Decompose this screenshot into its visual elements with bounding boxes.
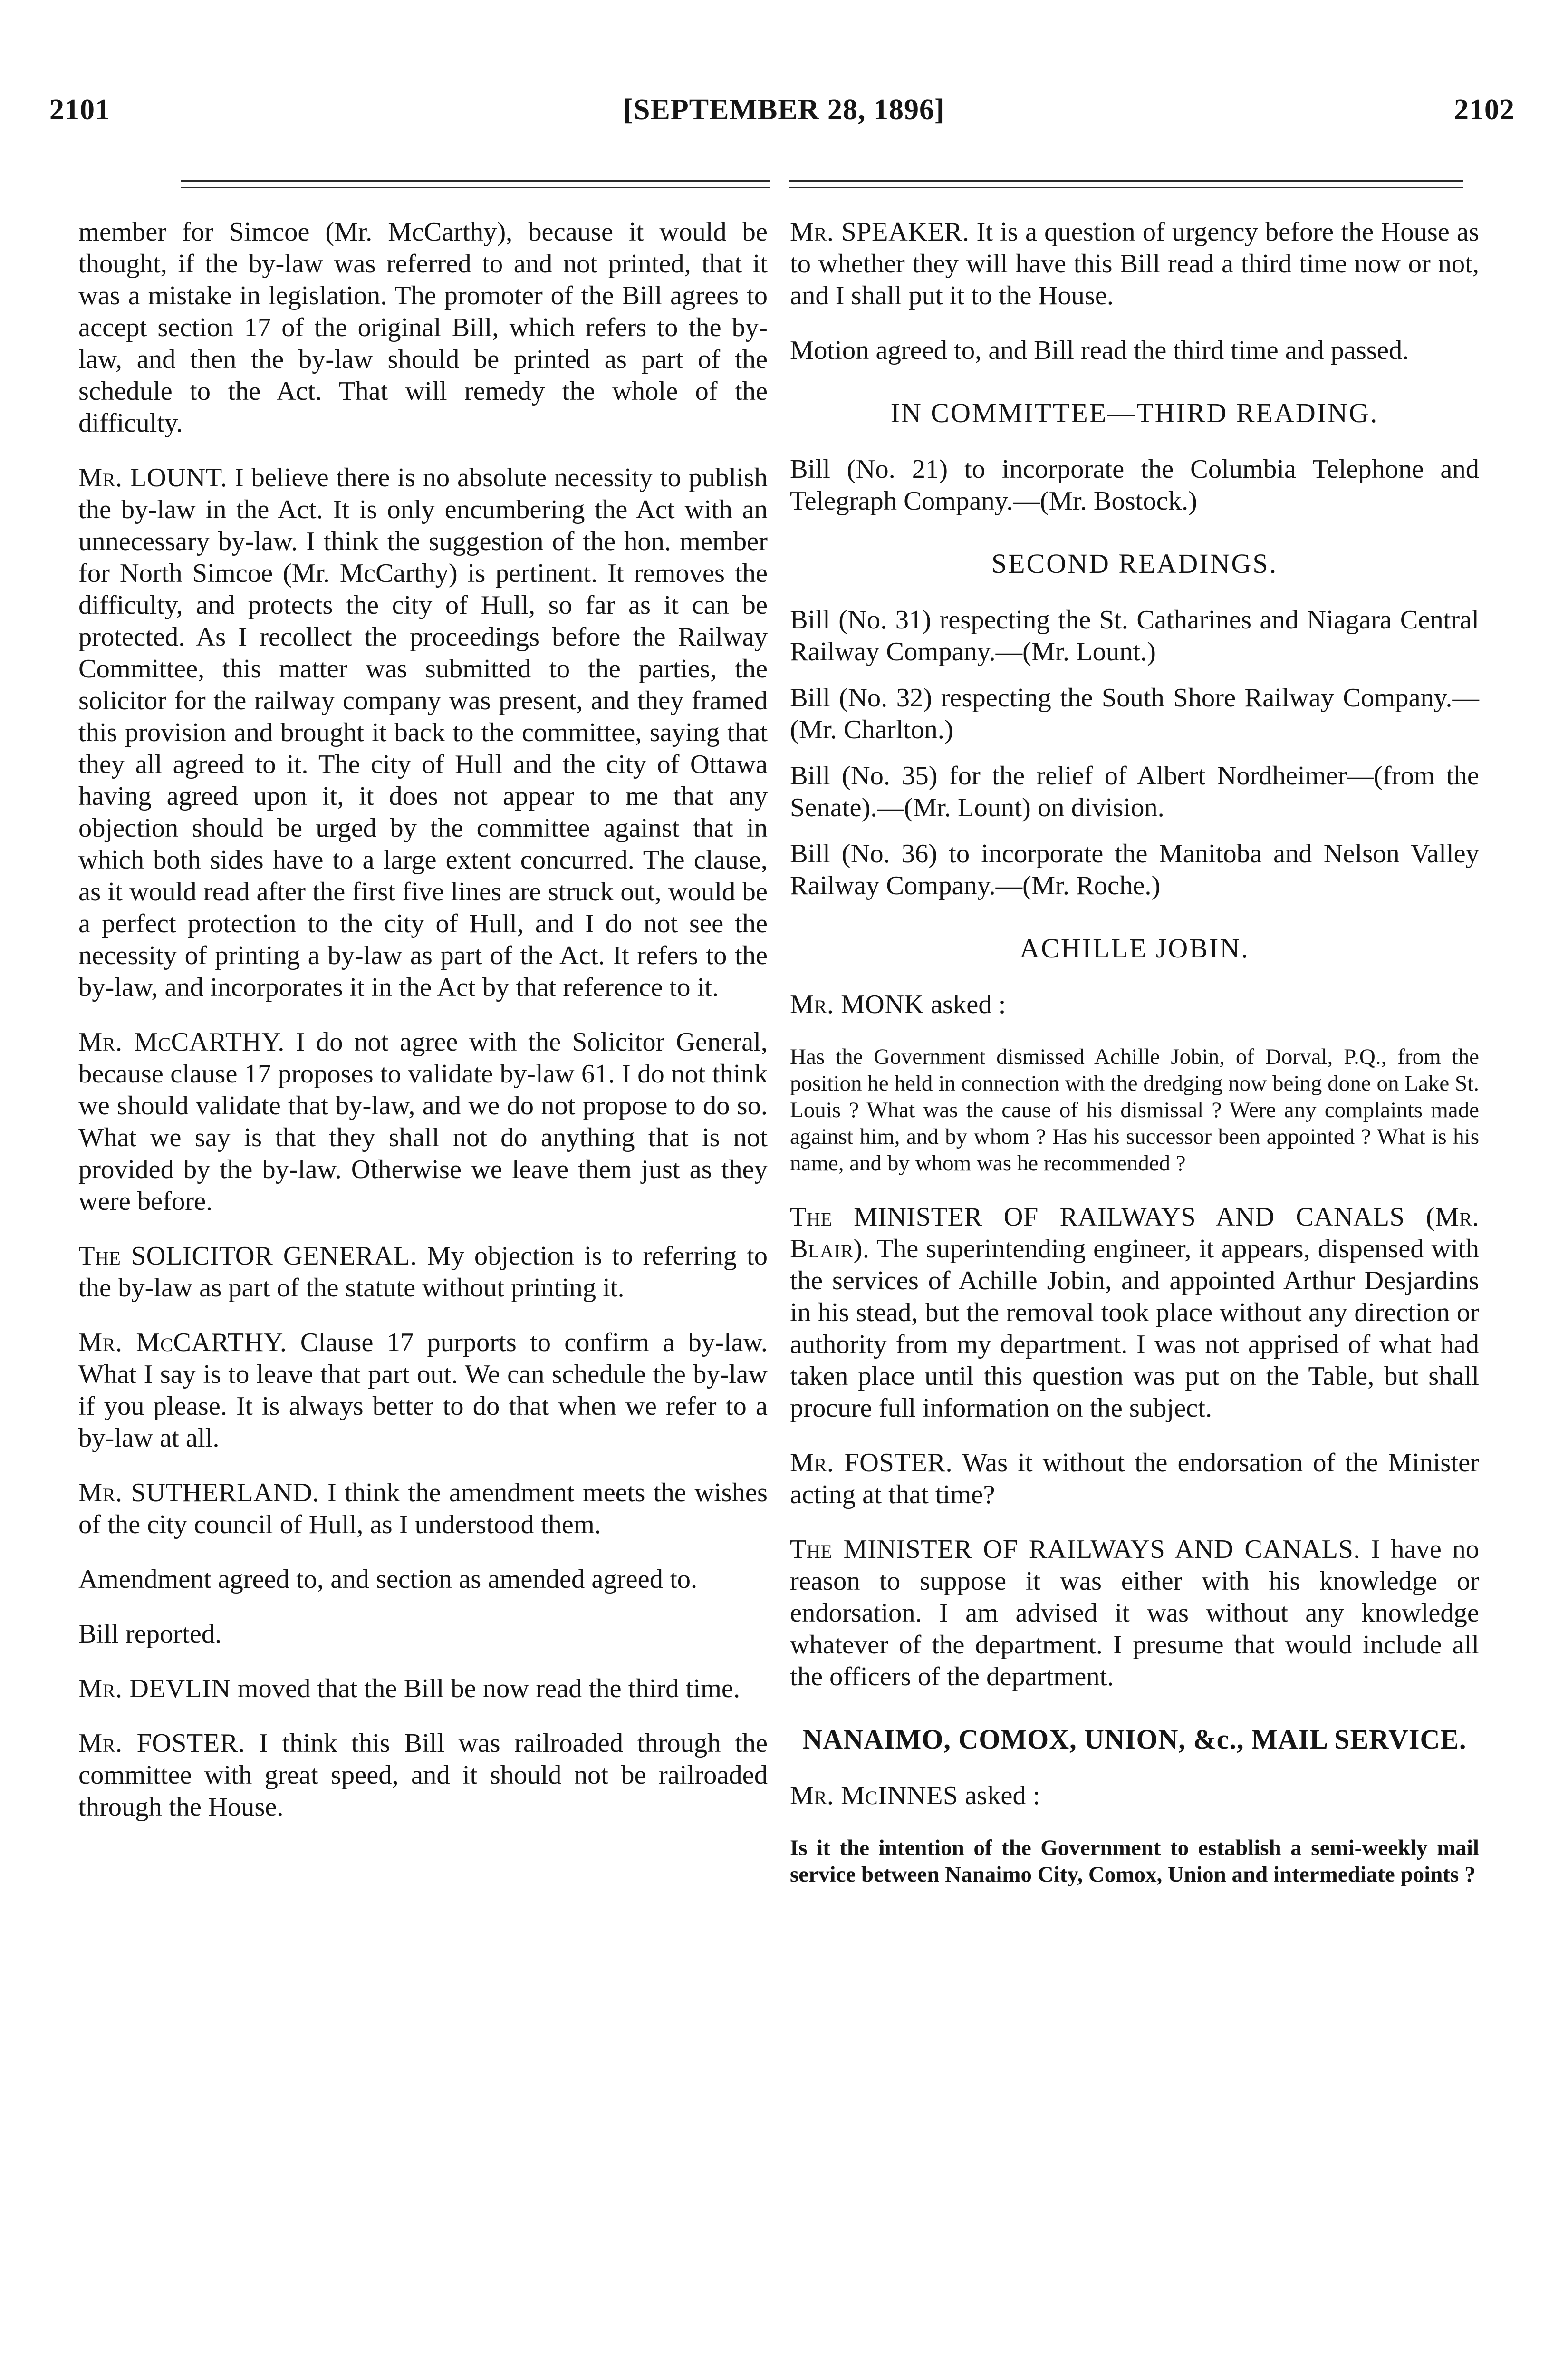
speaker-name: The MINISTER OF RAILWAYS AND CANALS (Mr. Blair).: [790, 1202, 1479, 1264]
paragraph: Mr. McCARTHY. I do not agree with the Solicitor General, because clause 17 proposes to validate by-law 61. I do not think we should validate that by-law, and we do not propose to do so. What we say is that they shall not do anything that is not provided by the by-law. Otherwise we leave them just as they were before.: [78, 1027, 768, 1216]
speaker-name: Mr. SUTHERLAND.: [78, 1478, 319, 1507]
question-text: Has the Government dismissed Achille Jobin, of Dorval, P.Q., from the position he held in connection with the dredging now being done on Lake St. Louis ? What was the cause of his dismissal ? Were any complaints made against him, and by whom ? Has his successor been appointed ? What is his name, and by whom was he recommended ?: [790, 1044, 1479, 1176]
speaker-name: Mr. FOSTER.: [790, 1448, 953, 1478]
paragraph: Bill (No. 36) to incorporate the Manitoba and Nelson Valley Railway Company.—(Mr. Roche.): [790, 839, 1479, 900]
paragraph: Mr. MONK asked :: [790, 990, 1006, 1019]
paragraph: The MINISTER OF RAILWAYS AND CANALS. I have no reason to suppose it was either with his knowledge or endorsation. I am advised it was without any knowledge whatever of the department. I presume that would include all the officers of the department.: [790, 1535, 1479, 1691]
paragraph: Mr. DEVLIN moved that the Bill be now read the third time.: [78, 1674, 741, 1703]
speaker-name: Mr. MONK: [790, 990, 924, 1019]
section-heading: ACHILLE JOBIN.: [1020, 933, 1250, 964]
section-heading: SECOND READINGS.: [991, 548, 1278, 579]
paragraph: Mr. LOUNT. I believe there is no absolute necessity to publish the by-law in the Act. It is only encumbering the Act with an unnecessary by-law. I think the suggestion of the hon. member for North Simcoe (Mr. McCarthy) is pertinent. It removes the difficulty, and protects the city of Hull, so far as it can be protected. As I recollect the proceedings before the Railway Committee, this matter was submitted to the parties, the solicitor for the railway company was present, and they framed this provision and brought it back to the committee, saying that they all agreed to it. The city of Hull and the city of Ottawa having agreed upon it, it does not appear to me that any objection should be urged by the committee against that in which both sides have to a large extent concurred. The clause, as it would read after the first five lines are struck out, would be a perfect protection to the city of Hull, and I do not see the necessity of printing a by-law as part of the Act. It refers to the by-law, and incorporates it in the Act by that reference to it.: [78, 463, 768, 1002]
paragraph: Amendment agreed to, and section as amended agreed to.: [78, 1565, 698, 1594]
paragraph: Mr. McINNES asked :: [790, 1781, 1040, 1810]
header-rule-left-thin: [181, 187, 770, 188]
header-rule-right: [789, 180, 1463, 182]
left-page-number: 2101: [49, 94, 110, 126]
paragraph: The MINISTER OF RAILWAYS AND CANALS (Mr. Blair). The superintending engineer, it appears, dispensed with the services of Achille Jobin, and appointed Arthur Desjardins in his stead, but the removal took place without any direction or authority from my department. I was not apprised of what had taken place until this question was put on the Table, but shall procure full information on the subject.: [790, 1202, 1479, 1423]
speaker-name: The SOLICITOR GENERAL.: [78, 1241, 417, 1271]
section-heading: NANAIMO, COMOX, UNION, &c., MAIL SERVICE.: [802, 1724, 1467, 1755]
paragraph: member for Simcoe (Mr. McCarthy), because it would be thought, if the by-law was referred to and not printed, that it was a mistake in legislation. The promoter of the Bill agrees to accept section 17 of the original Bill, which refers to the by-law, and then the by-law should be printed as part of the schedule to the Act. That will remedy the whole of the difficulty.: [78, 217, 768, 438]
speaker-name: Mr. SPEAKER.: [790, 217, 970, 247]
speaker-name: Mr. DEVLIN: [78, 1674, 231, 1703]
paragraph: Mr. FOSTER. I think this Bill was railroaded through the committee with great speed, and it should not be railroaded through the House.: [78, 1729, 768, 1822]
paragraph: Bill (No. 35) for the relief of Albert Nordheimer—(from the Senate).—(Mr. Lount) on division.: [790, 761, 1479, 822]
paragraph: Mr. SUTHERLAND. I think the amendment meets the wishes of the city council of Hull, as I understood them.: [78, 1478, 768, 1539]
section-heading: IN COMMITTEE—THIRD READING.: [890, 397, 1379, 428]
paragraph: Motion agreed to, and Bill read the third time and passed.: [790, 336, 1409, 365]
speaker-name: The MINISTER OF RAILWAYS AND CANALS.: [790, 1535, 1361, 1564]
paragraph: Bill (No. 21) to incorporate the Columbia Telephone and Telegraph Company.—(Mr. Bostock.): [790, 454, 1479, 516]
paragraph: Bill (No. 32) respecting the South Shore Railway Company.—(Mr. Charlton.): [790, 683, 1479, 744]
speaker-name: Mr. FOSTER.: [78, 1729, 245, 1758]
paragraph: Mr. SPEAKER. It is a question of urgency before the House as to whether they will have this Bill read a third time now or not, and I shall put it to the House.: [790, 217, 1479, 310]
header-rule-left: [181, 180, 770, 182]
right-page-number: 2102: [1454, 94, 1515, 126]
paragraph: Bill reported.: [78, 1619, 222, 1649]
paragraph: Mr. McCARTHY. Clause 17 purports to confirm a by-law. What I say is to leave that part out. We can schedule the by-law if you please. It is always better to do that when we refer to a by-law at all.: [78, 1328, 768, 1453]
right-column: [790, 216, 1479, 1913]
paragraph: Mr. FOSTER. Was it without the endorsation of the Minister acting at that time?: [790, 1448, 1479, 1509]
question-text: Is it the intention of the Government to establish a semi-weekly mail service between Nanaimo City, Comox, Union and intermediate points ?: [790, 1836, 1479, 1887]
header-rule-right-thin: [789, 187, 1463, 188]
speaker-name: Mr. McINNES: [790, 1781, 958, 1810]
paragraph: The SOLICITOR GENERAL. My objection is to referring to the by-law as part of the statute without printing it.: [78, 1241, 768, 1303]
speaker-name: Mr. McCARTHY.: [78, 1027, 285, 1057]
speaker-name: Mr. LOUNT.: [78, 463, 228, 493]
header-date: [SEPTEMBER 28, 1896]: [623, 94, 945, 126]
left-column: [78, 216, 768, 1846]
speaker-name: Mr. McCARTHY.: [78, 1328, 287, 1357]
paragraph: Bill (No. 31) respecting the St. Catharines and Niagara Central Railway Company.—(Mr. Lount.): [790, 605, 1479, 667]
